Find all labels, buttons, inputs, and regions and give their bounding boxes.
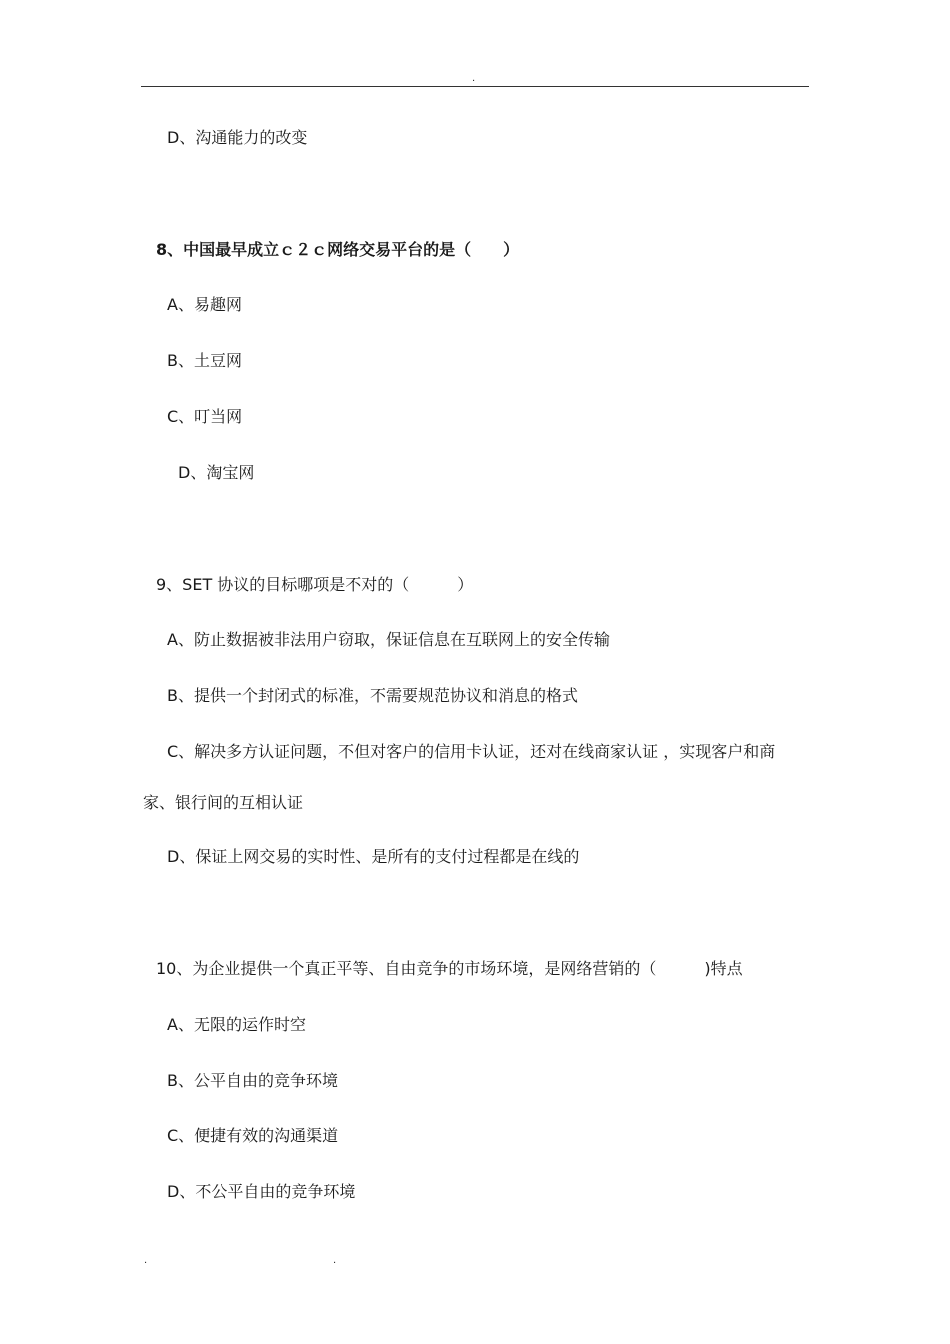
footer-mark-right: .	[333, 1255, 337, 1266]
question-8-option-d: D、淘宝网	[178, 463, 255, 482]
question-8-stem: 8、中国最早成立ｃ２ｃ网络交易平台的是（ ）	[156, 240, 520, 259]
question-10-option-c: C、便捷有效的沟通渠道	[167, 1126, 339, 1145]
question-9-stem: 9、SET 协议的目标哪项是不对的（ ）	[156, 575, 474, 594]
question-8-option-a: A、易趣网	[167, 295, 242, 314]
question-8-option-c: C、叮当网	[167, 407, 243, 426]
prev-question-option-d: D、沟通能力的改变	[167, 128, 308, 147]
question-10-option-a: A、无限的运作时空	[167, 1015, 306, 1034]
question-10-stem: 10、为企业提供一个真正平等、自由竞争的市场环境，是网络营销的（ )特点	[156, 959, 743, 978]
question-10-option-d: D、不公平自由的竞争环境	[167, 1182, 356, 1201]
question-10-option-b: B、公平自由的竞争环境	[167, 1071, 338, 1090]
header-mark: .	[472, 73, 476, 84]
footer-mark-left: .	[144, 1255, 148, 1266]
question-8-option-b: B、土豆网	[167, 351, 242, 370]
question-9-option-a: A、防止数据被非法用户窃取，保证信息在互联网上的安全传输	[167, 630, 610, 649]
question-9-option-c-continued: 家、银行间的互相认证	[143, 793, 304, 812]
question-9-option-d: D、保证上网交易的实时性、是所有的支付过程都是在线的	[167, 847, 580, 866]
header-rule	[141, 86, 809, 87]
question-9-option-c: C、解决多方认证问题，不但对客户的信用卡认证，还对在线商家认证 ，实现客户和商	[167, 742, 776, 761]
question-9-option-b: B、提供一个封闭式的标准，不需要规范协议和消息的格式	[167, 686, 578, 705]
